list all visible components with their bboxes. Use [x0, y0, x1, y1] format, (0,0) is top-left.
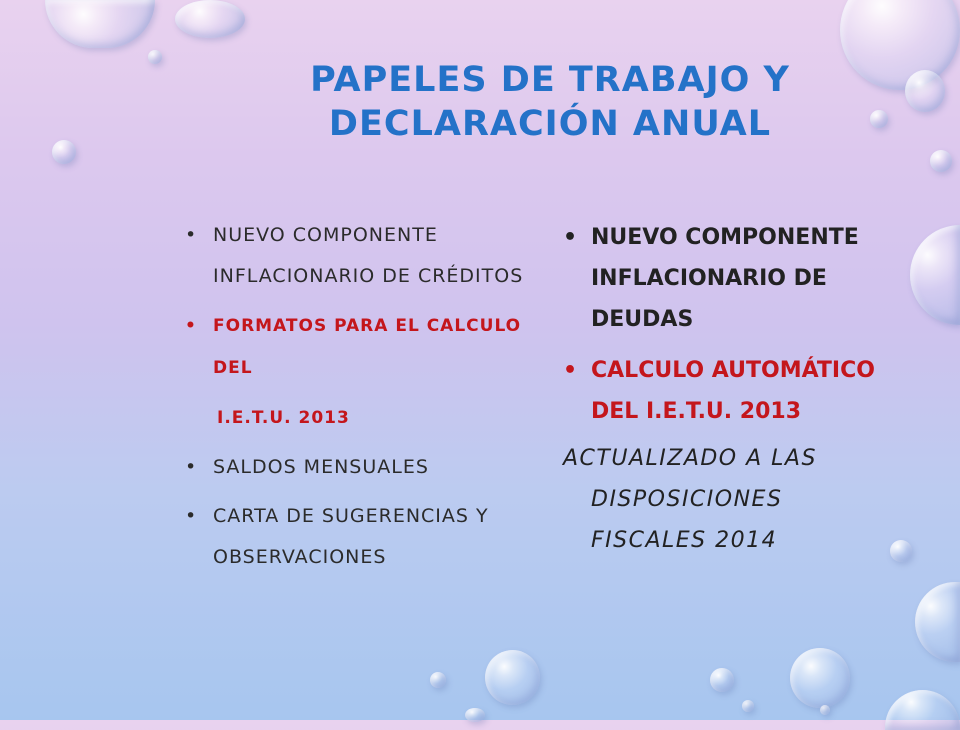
list-item: • CARTA DE SUGERENCIAS Y OBSERVACIONES: [185, 496, 525, 578]
right-bullet-list: [563, 217, 903, 561]
list-item: • CALCULO AUTOMÁTICO DEL I.E.T.U. 2013: [563, 350, 903, 432]
droplet-decoration: [905, 70, 945, 112]
slide-title: PAPELES DE TRABAJO Y DECLARACIÓN ANUAL: [310, 60, 790, 144]
droplet-decoration: [45, 0, 155, 48]
left-bullet-list: [185, 215, 525, 578]
droplet-decoration: [175, 0, 245, 38]
list-item: • SALDOS MENSUALES: [185, 447, 525, 488]
list-item: • FORMATOS PARA EL CALCULO DEL: [185, 305, 525, 389]
droplet-decoration: [710, 668, 734, 692]
list-item: • NUEVO COMPONENTE INFLACIONARIO DE DEUDAS: [563, 217, 903, 340]
droplet-decoration: [148, 50, 162, 64]
droplet-decoration: [820, 705, 830, 715]
droplet-decoration: [915, 582, 960, 662]
droplet-decoration: [790, 648, 850, 708]
droplet-decoration: [485, 650, 540, 705]
droplet-decoration: [885, 690, 960, 730]
droplet-decoration: [930, 150, 952, 172]
droplet-decoration: [52, 140, 76, 164]
droplet-decoration: [742, 700, 754, 712]
list-item: • NUEVO COMPONENTE INFLACIONARIO DE CRÉDITOS: [185, 215, 525, 297]
droplet-decoration: [430, 672, 446, 688]
droplet-decoration: [910, 225, 960, 325]
list-item-continuation: I.E.T.U. 2013: [217, 408, 350, 428]
update-note: ACTUALIZADO A LAS DISPOSICIONES FISCALES 2014: [563, 446, 817, 553]
